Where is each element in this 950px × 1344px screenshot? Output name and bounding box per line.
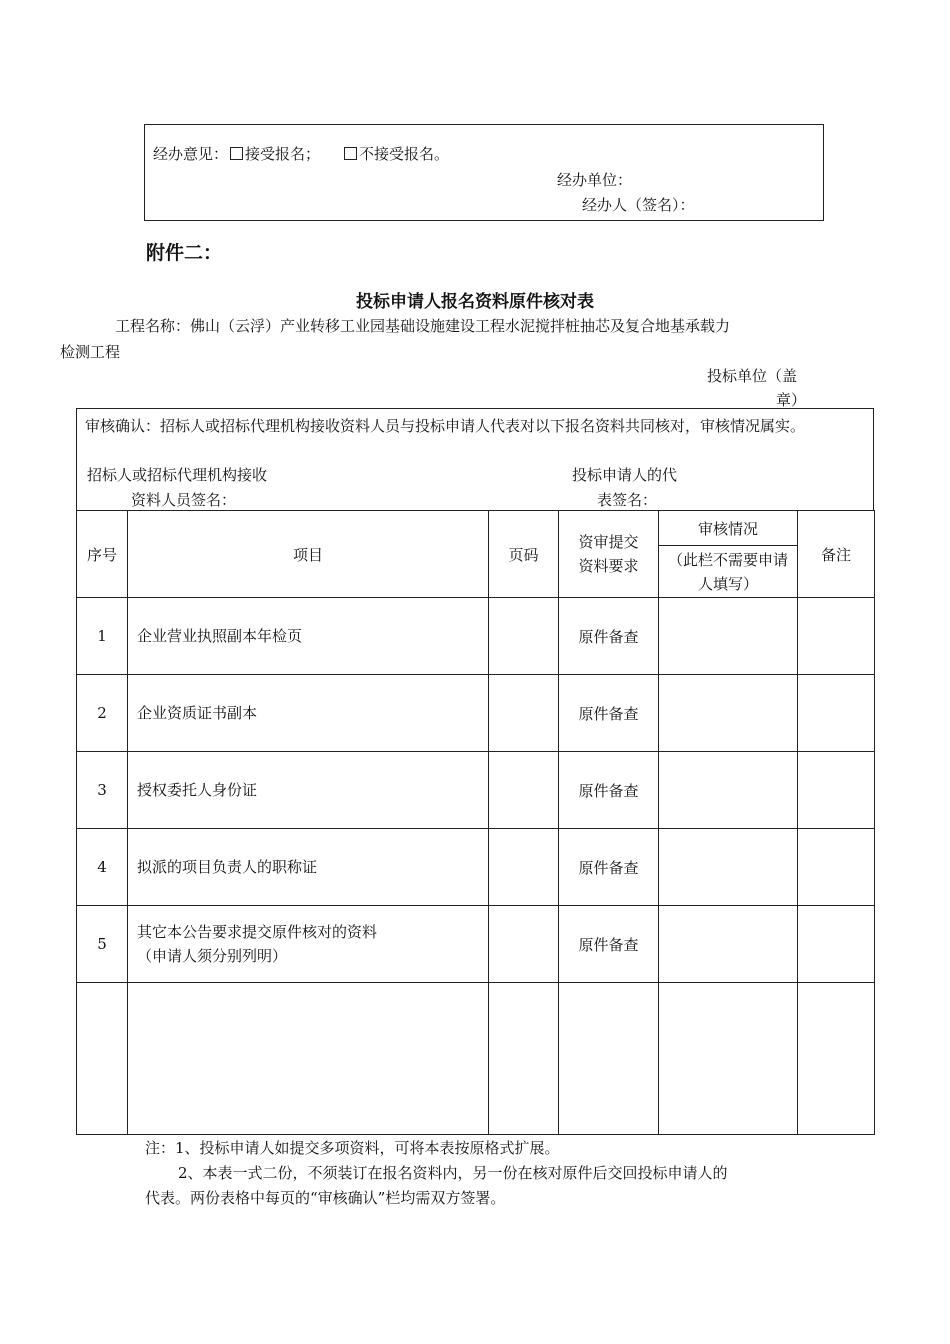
row-seq: 1 xyxy=(77,598,128,675)
table-row xyxy=(77,675,875,752)
row-item: 拟派的项目负责人的职称证 xyxy=(128,829,489,906)
table-row xyxy=(77,752,875,829)
table-row-empty xyxy=(77,983,875,1135)
row-requirement: 原件备查 xyxy=(559,752,659,829)
row-item[interactable] xyxy=(128,983,489,1135)
row-seq[interactable] xyxy=(77,983,128,1135)
row-item: 授权委托人身份证 xyxy=(128,752,489,829)
table-row xyxy=(77,829,875,906)
row-page[interactable] xyxy=(489,829,559,906)
row-remark[interactable] xyxy=(798,675,875,752)
document-title: 投标申请人报名资料原件核对表 xyxy=(356,292,594,312)
row-review[interactable] xyxy=(659,598,798,675)
accept-label: 接受报名； xyxy=(245,145,321,163)
opinion-line xyxy=(153,143,449,164)
header-remark: 备注 xyxy=(798,511,875,598)
row-item-multiline xyxy=(128,906,489,983)
table-header-row xyxy=(77,511,875,546)
bidder-unit-line1: 投标单位（盖 xyxy=(707,367,798,385)
row-requirement: 原件备查 xyxy=(559,906,659,983)
row-page[interactable] xyxy=(489,983,559,1135)
row-remark[interactable] xyxy=(798,983,875,1135)
row-requirement: 原件备查 xyxy=(559,675,659,752)
note-2-line2: 代表。两份表格中每页的“审核确认”栏均需双方签署。 xyxy=(145,1189,506,1207)
row-remark[interactable] xyxy=(798,752,875,829)
note-1: 注：1、投标申请人如提交多项资料，可将本表按原格式扩展。 xyxy=(145,1139,560,1157)
row-remark[interactable] xyxy=(798,598,875,675)
handling-unit-label: 经办单位： xyxy=(557,171,633,189)
row-seq: 2 xyxy=(77,675,128,752)
header-review-note: （此栏不需要申请人填写） xyxy=(659,546,798,598)
header-page: 页码 xyxy=(489,511,559,598)
note-2-line1: 2、本表一式二份，不须装订在报名资料内，另一份在核对原件后交回投标申请人的 xyxy=(178,1164,728,1182)
row-review[interactable] xyxy=(659,752,798,829)
row-item: 企业营业执照副本年检页 xyxy=(128,598,489,675)
table-row xyxy=(77,598,875,675)
row-requirement: 原件备查 xyxy=(559,598,659,675)
bidder-unit-line2: 章） xyxy=(776,391,807,409)
handling-person-label: 经办人（签名）： xyxy=(582,196,695,214)
table-row xyxy=(77,906,875,983)
accept-checkbox[interactable] xyxy=(230,147,243,160)
receiver-signature-label-line2: 资料人员签名： xyxy=(131,491,237,509)
header-item: 项目 xyxy=(128,511,489,598)
row-remark[interactable] xyxy=(798,829,875,906)
row-page[interactable] xyxy=(489,752,559,829)
row-item-note: （申请人须分别列明） xyxy=(137,947,288,965)
reject-label: 不接受报名。 xyxy=(359,145,450,163)
receiver-signature-label-line1: 招标人或招标代理机构接收 xyxy=(87,466,268,484)
row-requirement: 原件备查 xyxy=(559,829,659,906)
row-item: 其它本公告要求提交原件核对的资料 xyxy=(137,923,378,941)
original-documents-table xyxy=(76,510,875,1135)
row-seq: 3 xyxy=(77,752,128,829)
row-review[interactable] xyxy=(659,829,798,906)
header-requirement: 资审提交资料要求 xyxy=(559,511,659,598)
project-name-line2: 检测工程 xyxy=(60,343,121,361)
row-page[interactable] xyxy=(489,906,559,983)
row-review[interactable] xyxy=(659,906,798,983)
review-confirmation-box xyxy=(76,408,874,511)
header-seq: 序号 xyxy=(77,511,128,598)
header-review: 审核情况 xyxy=(659,511,798,546)
reject-checkbox[interactable] xyxy=(344,147,357,160)
row-review[interactable] xyxy=(659,983,798,1135)
row-remark[interactable] xyxy=(798,906,875,983)
attachment-label: 附件二： xyxy=(146,242,223,264)
opinion-label: 经办意见： xyxy=(153,145,229,163)
applicant-signature-label-line2: 表签名： xyxy=(597,491,658,509)
row-requirement[interactable] xyxy=(559,983,659,1135)
applicant-signature-label-line1: 投标申请人的代 xyxy=(572,466,678,484)
row-review[interactable] xyxy=(659,675,798,752)
row-page[interactable] xyxy=(489,598,559,675)
handling-opinion-box xyxy=(144,124,824,221)
row-item: 企业资质证书副本 xyxy=(128,675,489,752)
review-confirm-text: 审核确认：招标人或招标代理机构接收资料人员与投标申请人代表对以下报名资料共同核对，审核情况属实。 xyxy=(85,417,806,435)
project-name-line1: 工程名称：佛山（云浮）产业转移工业园基础设施建设工程水泥搅拌桩抽芯及复合地基承载力 xyxy=(115,317,731,335)
row-seq: 4 xyxy=(77,829,128,906)
row-seq: 5 xyxy=(77,906,128,983)
row-page[interactable] xyxy=(489,675,559,752)
